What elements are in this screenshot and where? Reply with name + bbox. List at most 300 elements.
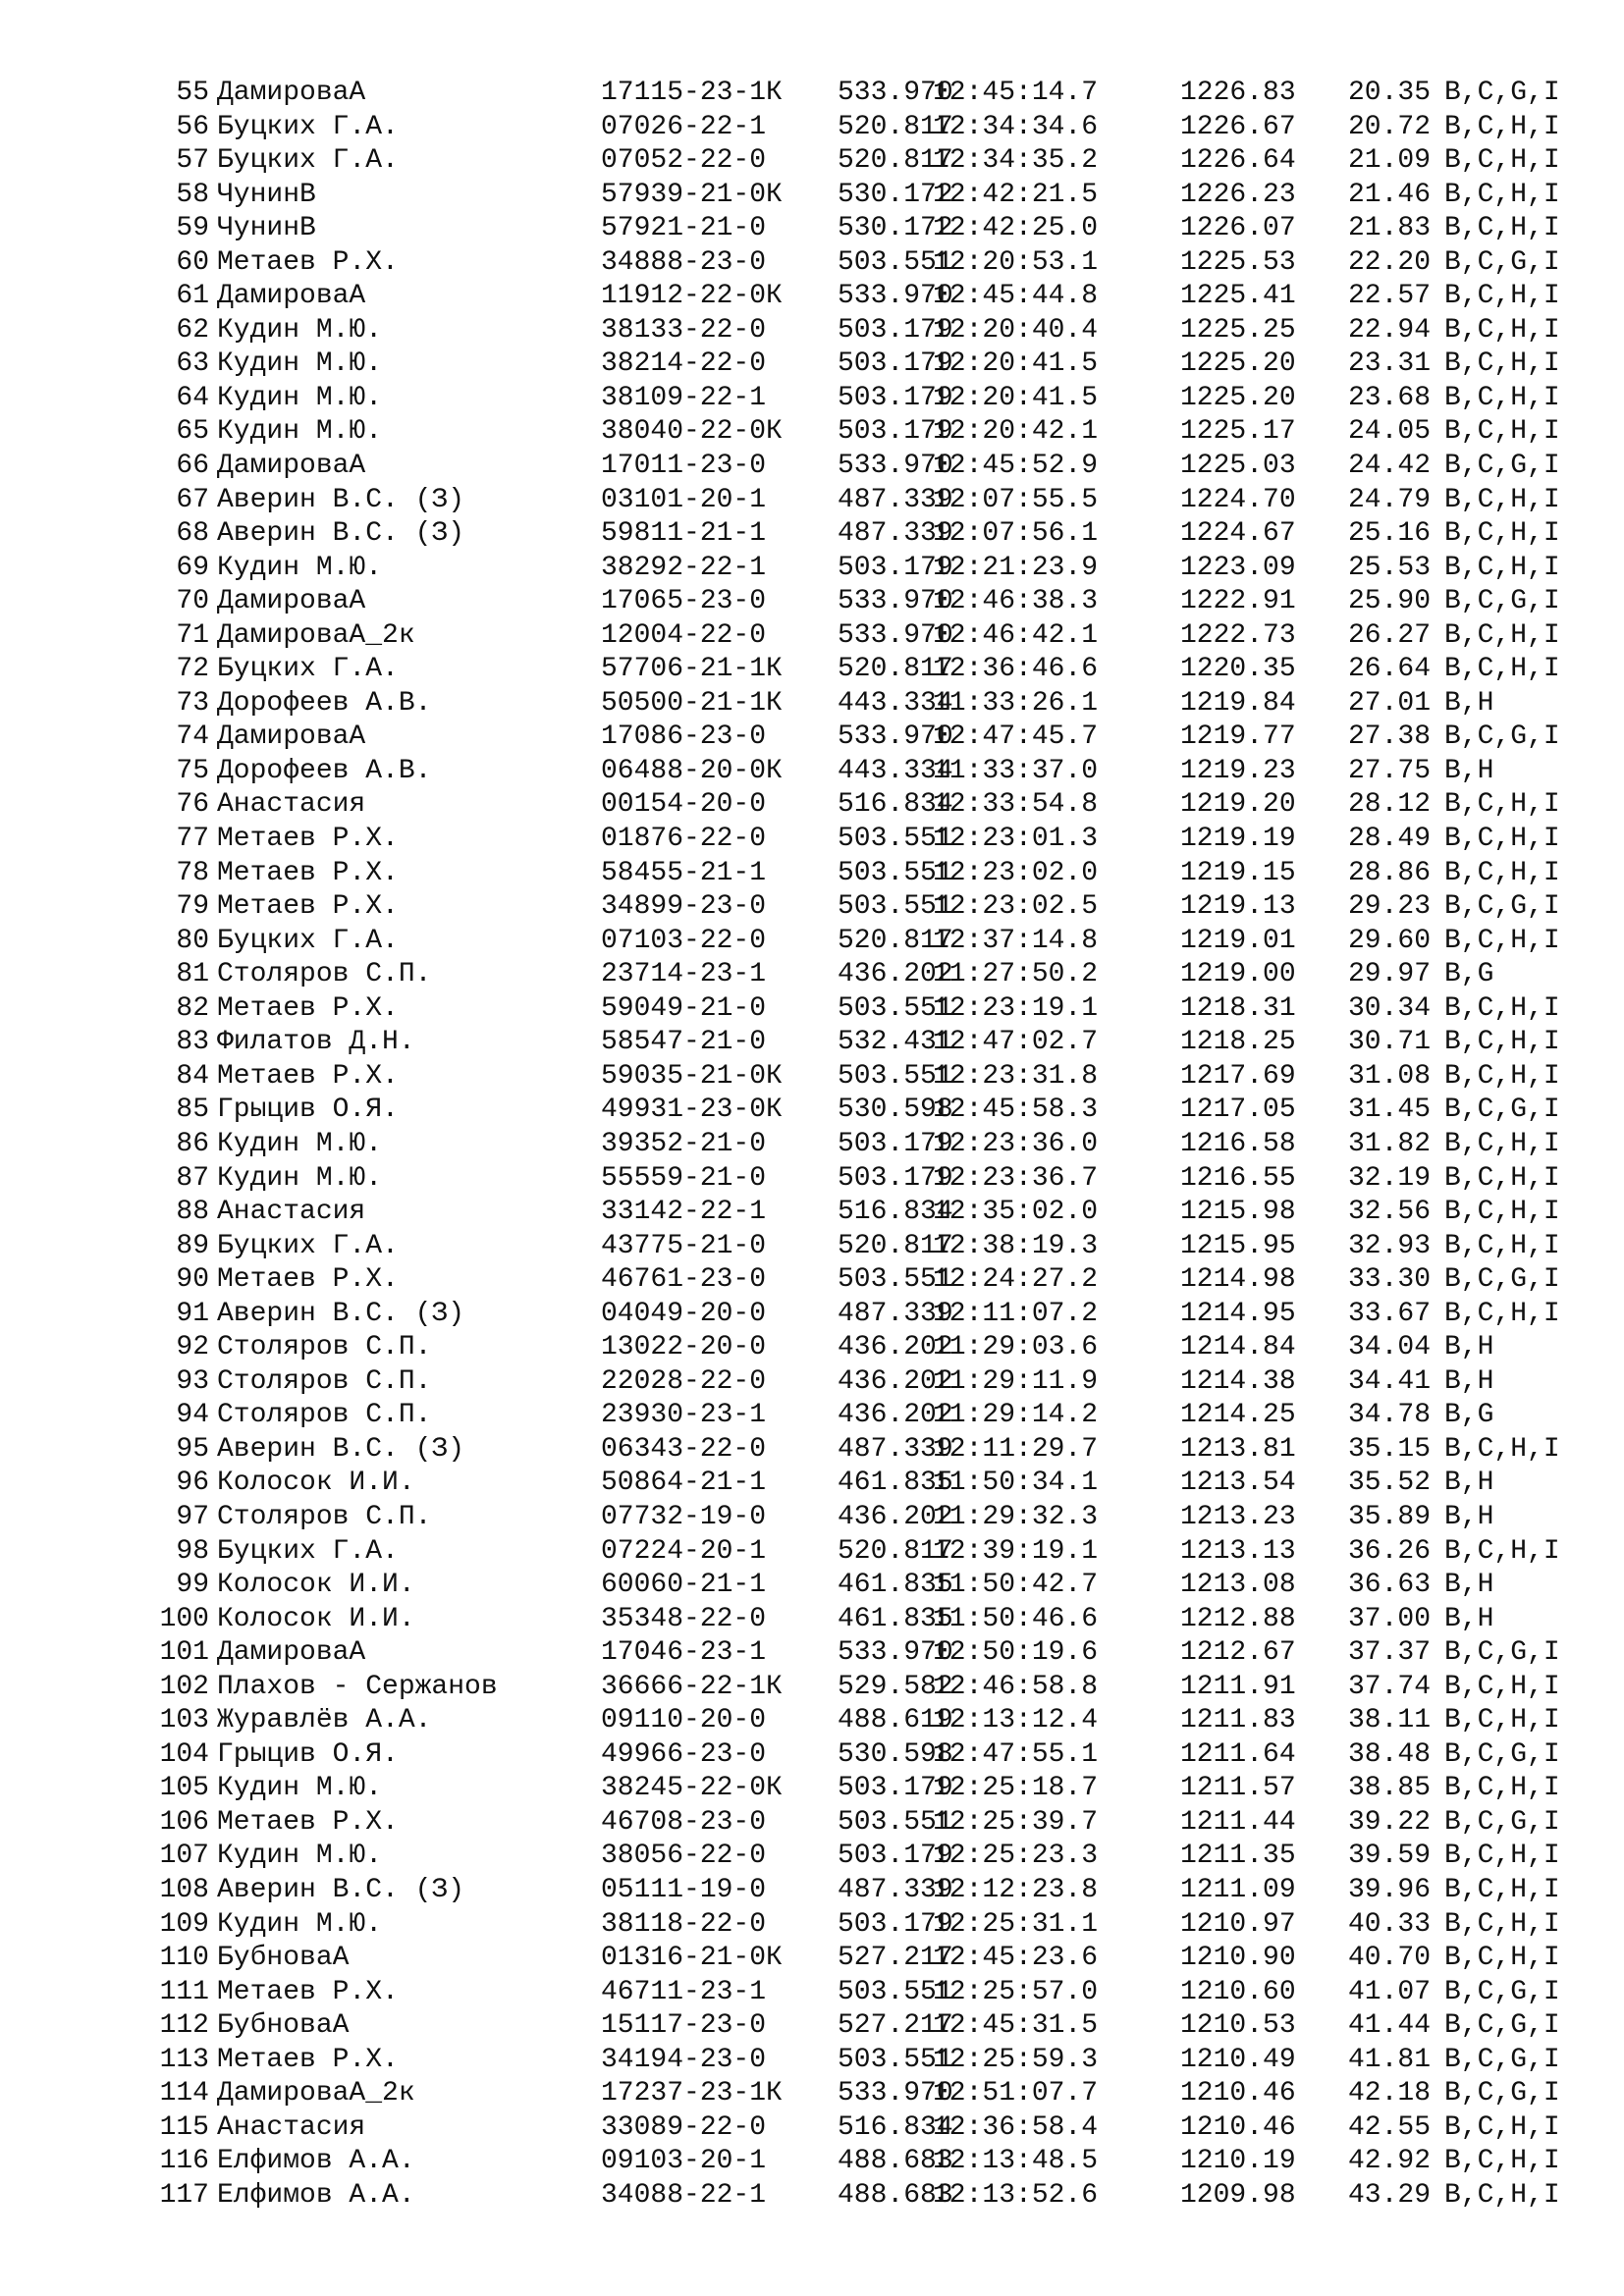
distance: 520.817: [838, 1535, 953, 1567]
place-number: 105: [159, 1773, 209, 1804]
ring-number: 38040-22-0К: [601, 416, 783, 448]
place-number: 67: [176, 484, 209, 515]
arrival-time: 12:35:02.0: [933, 1197, 1099, 1228]
table-row: [0, 212, 1624, 246]
ring-number: 17086-23-0: [601, 721, 767, 753]
arrival-time: 12:45:31.5: [933, 2010, 1099, 2042]
speed: 1226.64: [1180, 145, 1296, 177]
arrival-time: 12:20:42.1: [933, 416, 1099, 448]
ring-number: 36666-22-1К: [601, 1671, 783, 1702]
speed: 1212.88: [1180, 1603, 1296, 1634]
coefficient: 41.81: [1348, 2044, 1432, 2075]
fancier-name: ДамироваА_2к: [217, 619, 415, 651]
fancier-name: ДамироваА: [217, 451, 366, 482]
groups: B,C,H,I: [1444, 2111, 1560, 2143]
groups: B,H: [1444, 1501, 1494, 1532]
distance: 461.835: [838, 1570, 953, 1601]
groups: B,G: [1444, 959, 1494, 990]
table-row: [0, 450, 1624, 484]
distance: 503.179: [838, 314, 953, 346]
arrival-time: 12:50:19.6: [933, 1637, 1099, 1669]
groups: B,C,H,I: [1444, 1874, 1560, 1905]
table-row: [0, 1636, 1624, 1671]
distance: 533.970: [838, 586, 953, 617]
distance: 503.551: [838, 1976, 953, 2007]
table-row: [0, 111, 1624, 145]
coefficient: 30.71: [1348, 1027, 1432, 1058]
speed: 1213.13: [1180, 1535, 1296, 1567]
groups: B,C,H,I: [1444, 1908, 1560, 1940]
place-number: 80: [176, 925, 209, 956]
distance: 436.202: [838, 1365, 953, 1397]
distance: 530.598: [838, 1738, 953, 1770]
groups: B,C,G,I: [1444, 891, 1560, 923]
distance: 530.172: [838, 213, 953, 244]
ring-number: 34888-23-0: [601, 246, 767, 278]
coefficient: 33.30: [1348, 1264, 1432, 1296]
table-row: [0, 415, 1624, 450]
groups: B,C,H,I: [1444, 1705, 1560, 1736]
distance: 503.179: [838, 552, 953, 583]
speed: 1219.77: [1180, 721, 1296, 753]
groups: B,C,H,I: [1444, 1535, 1560, 1567]
coefficient: 22.20: [1348, 246, 1432, 278]
coefficient: 24.79: [1348, 484, 1432, 515]
ring-number: 11912-22-0К: [601, 281, 783, 312]
fancier-name: Кудин М.Ю.: [217, 1162, 383, 1194]
table-row: [0, 144, 1624, 179]
speed: 1211.09: [1180, 1874, 1296, 1905]
speed: 1219.13: [1180, 891, 1296, 923]
table-row: [0, 653, 1624, 687]
distance: 436.202: [838, 1501, 953, 1532]
speed: 1219.19: [1180, 824, 1296, 855]
fancier-name: Столяров С.П.: [217, 1400, 432, 1431]
arrival-time: 12:20:41.5: [933, 348, 1099, 380]
distance: 503.179: [838, 348, 953, 380]
distance: 503.551: [838, 992, 953, 1024]
coefficient: 42.92: [1348, 2146, 1432, 2177]
place-number: 77: [176, 824, 209, 855]
fancier-name: Елфимов А.А.: [217, 2146, 415, 2177]
coefficient: 23.31: [1348, 348, 1432, 380]
speed: 1210.46: [1180, 2078, 1296, 2109]
arrival-time: 12:45:52.9: [933, 451, 1099, 482]
fancier-name: БубноваА: [217, 2010, 350, 2042]
coefficient: 29.60: [1348, 925, 1432, 956]
speed: 1225.20: [1180, 348, 1296, 380]
place-number: 73: [176, 687, 209, 719]
table-row: [0, 1026, 1624, 1060]
table-row: [0, 1535, 1624, 1570]
table-row: [0, 890, 1624, 925]
ring-number: 22028-22-0: [601, 1365, 767, 1397]
distance: 503.179: [838, 416, 953, 448]
place-number: 102: [159, 1671, 209, 1702]
fancier-name: Аверин В.С. (З): [217, 484, 465, 515]
place-number: 91: [176, 1298, 209, 1329]
arrival-time: 12:11:07.2: [933, 1298, 1099, 1329]
coefficient: 25.90: [1348, 586, 1432, 617]
groups: B,C,G,I: [1444, 1738, 1560, 1770]
distance: 520.817: [838, 1230, 953, 1261]
place-number: 57: [176, 145, 209, 177]
speed: 1225.41: [1180, 281, 1296, 312]
arrival-time: 12:12:23.8: [933, 1874, 1099, 1905]
ring-number: 38109-22-1: [601, 382, 767, 413]
fancier-name: Метаев Р.Х.: [217, 992, 399, 1024]
table-row: [0, 788, 1624, 823]
table-row: [0, 1942, 1624, 1976]
groups: B,C,G,I: [1444, 1637, 1560, 1669]
place-number: 64: [176, 382, 209, 413]
place-number: 116: [159, 2146, 209, 2177]
distance: 487.339: [838, 518, 953, 550]
distance: 503.551: [838, 1806, 953, 1838]
table-row: [0, 2044, 1624, 2078]
speed: 1210.60: [1180, 1976, 1296, 2007]
arrival-time: 12:47:55.1: [933, 1738, 1099, 1770]
place-number: 100: [159, 1603, 209, 1634]
ring-number: 55559-21-0: [601, 1162, 767, 1194]
speed: 1225.17: [1180, 416, 1296, 448]
place-number: 61: [176, 281, 209, 312]
arrival-time: 12:25:59.3: [933, 2044, 1099, 2075]
ring-number: 43775-21-0: [601, 1230, 767, 1261]
arrival-time: 12:25:23.3: [933, 1841, 1099, 1872]
fancier-name: Столяров С.П.: [217, 1501, 432, 1532]
table-row: [0, 1671, 1624, 1705]
arrival-time: 12:20:41.5: [933, 382, 1099, 413]
coefficient: 35.52: [1348, 1468, 1432, 1499]
speed: 1226.07: [1180, 213, 1296, 244]
coefficient: 20.35: [1348, 78, 1432, 108]
place-number: 87: [176, 1162, 209, 1194]
place-number: 79: [176, 891, 209, 923]
coefficient: 39.59: [1348, 1841, 1432, 1872]
speed: 1219.15: [1180, 857, 1296, 888]
ring-number: 49966-23-0: [601, 1738, 767, 1770]
fancier-name: Кудин М.Ю.: [217, 1128, 383, 1159]
groups: B,C,H,I: [1444, 654, 1560, 685]
groups: B,C,H,I: [1444, 824, 1560, 855]
distance: 436.202: [838, 1332, 953, 1363]
place-number: 109: [159, 1908, 209, 1940]
speed: 1219.20: [1180, 789, 1296, 821]
distance: 533.970: [838, 619, 953, 651]
fancier-name: Аверин В.С. (З): [217, 1298, 465, 1329]
coefficient: 39.22: [1348, 1806, 1432, 1838]
groups: B,C,H,I: [1444, 1943, 1560, 1974]
arrival-time: 11:50:46.6: [933, 1603, 1099, 1634]
groups: B,C,H,I: [1444, 1841, 1560, 1872]
coefficient: 24.42: [1348, 451, 1432, 482]
coefficient: 21.46: [1348, 179, 1432, 210]
speed: 1214.84: [1180, 1332, 1296, 1363]
ring-number: 09103-20-1: [601, 2146, 767, 2177]
speed: 1210.46: [1180, 2111, 1296, 2143]
groups: B,C,H,I: [1444, 2179, 1560, 2211]
speed: 1226.67: [1180, 111, 1296, 142]
arrival-time: 12:45:14.7: [933, 78, 1099, 108]
distance: 530.598: [838, 1095, 953, 1126]
ring-number: 38245-22-0К: [601, 1773, 783, 1804]
coefficient: 24.05: [1348, 416, 1432, 448]
distance: 503.179: [838, 1908, 953, 1940]
place-number: 88: [176, 1197, 209, 1228]
speed: 1218.25: [1180, 1027, 1296, 1058]
groups: B,H: [1444, 687, 1494, 719]
arrival-time: 11:50:34.1: [933, 1468, 1099, 1499]
ring-number: 07052-22-0: [601, 145, 767, 177]
speed: 1226.23: [1180, 179, 1296, 210]
ring-number: 05111-19-0: [601, 1874, 767, 1905]
ring-number: 13022-20-0: [601, 1332, 767, 1363]
table-row: [0, 77, 1624, 111]
arrival-time: 12:45:44.8: [933, 281, 1099, 312]
place-number: 66: [176, 451, 209, 482]
ring-number: 07103-22-0: [601, 925, 767, 956]
table-row: [0, 1704, 1624, 1738]
arrival-time: 12:39:19.1: [933, 1535, 1099, 1567]
table-row: [0, 1603, 1624, 1637]
speed: 1225.03: [1180, 451, 1296, 482]
fancier-name: Кудин М.Ю.: [217, 314, 383, 346]
fancier-name: Метаев Р.Х.: [217, 891, 399, 923]
distance: 503.551: [838, 2044, 953, 2075]
arrival-time: 12:46:38.3: [933, 586, 1099, 617]
speed: 1219.00: [1180, 959, 1296, 990]
arrival-time: 12:25:57.0: [933, 1976, 1099, 2007]
place-number: 95: [176, 1433, 209, 1465]
arrival-time: 12:25:18.7: [933, 1773, 1099, 1804]
table-row: [0, 721, 1624, 755]
groups: B,C,H,I: [1444, 619, 1560, 651]
coefficient: 38.48: [1348, 1738, 1432, 1770]
speed: 1224.67: [1180, 518, 1296, 550]
fancier-name: Метаев Р.Х.: [217, 857, 399, 888]
arrival-time: 12:51:07.7: [933, 2078, 1099, 2109]
fancier-name: ДамироваА: [217, 281, 366, 312]
speed: 1213.23: [1180, 1501, 1296, 1532]
fancier-name: Грыцив О.Я.: [217, 1095, 399, 1126]
fancier-name: Грыцив О.Я.: [217, 1738, 399, 1770]
fancier-name: ДамироваА_2к: [217, 2078, 415, 2109]
arrival-time: 12:36:46.6: [933, 654, 1099, 685]
arrival-time: 12:38:19.3: [933, 1230, 1099, 1261]
coefficient: 35.15: [1348, 1433, 1432, 1465]
ring-number: 12004-22-0: [601, 619, 767, 651]
speed: 1217.69: [1180, 1060, 1296, 1092]
arrival-time: 12:25:39.7: [933, 1806, 1099, 1838]
place-number: 85: [176, 1095, 209, 1126]
ring-number: 60060-21-1: [601, 1570, 767, 1601]
distance: 503.179: [838, 1773, 953, 1804]
arrival-time: 12:25:31.1: [933, 1908, 1099, 1940]
table-row: [0, 1738, 1624, 1773]
place-number: 97: [176, 1501, 209, 1532]
speed: 1218.31: [1180, 992, 1296, 1024]
table-row: [0, 1128, 1624, 1162]
fancier-name: Кудин М.Ю.: [217, 382, 383, 413]
arrival-time: 12:42:25.0: [933, 213, 1099, 244]
speed: 1219.23: [1180, 755, 1296, 786]
fancier-name: Метаев Р.Х.: [217, 1060, 399, 1092]
fancier-name: Кудин М.Ю.: [217, 1908, 383, 1940]
coefficient: 35.89: [1348, 1501, 1432, 1532]
distance: 461.835: [838, 1603, 953, 1634]
distance: 520.817: [838, 654, 953, 685]
coefficient: 26.27: [1348, 619, 1432, 651]
place-number: 82: [176, 992, 209, 1024]
place-number: 106: [159, 1806, 209, 1838]
coefficient: 28.86: [1348, 857, 1432, 888]
coefficient: 38.11: [1348, 1705, 1432, 1736]
groups: B,C,G,I: [1444, 1095, 1560, 1126]
ring-number: 04049-20-0: [601, 1298, 767, 1329]
arrival-time: 12:23:02.0: [933, 857, 1099, 888]
place-number: 107: [159, 1841, 209, 1872]
table-row: [0, 552, 1624, 586]
fancier-name: Метаев Р.Х.: [217, 1806, 399, 1838]
distance: 488.619: [838, 1705, 953, 1736]
groups: B,C,H,I: [1444, 1128, 1560, 1159]
fancier-name: Журавлёв А.А.: [217, 1705, 432, 1736]
fancier-name: Аверин В.С. (З): [217, 1874, 465, 1905]
ring-number: 39352-21-0: [601, 1128, 767, 1159]
distance: 488.683: [838, 2179, 953, 2211]
fancier-name: Кудин М.Ю.: [217, 1773, 383, 1804]
table-row: [0, 1772, 1624, 1806]
speed: 1220.35: [1180, 654, 1296, 685]
groups: B,C,G,I: [1444, 2044, 1560, 2075]
groups: B,C,H,I: [1444, 281, 1560, 312]
ring-number: 46711-23-1: [601, 1976, 767, 2007]
speed: 1224.70: [1180, 484, 1296, 515]
speed: 1219.84: [1180, 687, 1296, 719]
place-number: 94: [176, 1400, 209, 1431]
place-number: 68: [176, 518, 209, 550]
groups: B,C,G,I: [1444, 2010, 1560, 2042]
fancier-name: Буцких Г.А.: [217, 925, 399, 956]
coefficient: 34.04: [1348, 1332, 1432, 1363]
place-number: 101: [159, 1637, 209, 1669]
coefficient: 20.72: [1348, 111, 1432, 142]
table-row: [0, 2179, 1624, 2214]
coefficient: 30.34: [1348, 992, 1432, 1024]
fancier-name: Анастасия: [217, 2111, 366, 2143]
distance: 520.817: [838, 145, 953, 177]
distance: 503.551: [838, 857, 953, 888]
arrival-time: 12:24:27.2: [933, 1264, 1099, 1296]
ring-number: 06343-22-0: [601, 1433, 767, 1465]
groups: B,C,H,I: [1444, 111, 1560, 142]
coefficient: 41.07: [1348, 1976, 1432, 2007]
place-number: 115: [159, 2111, 209, 2143]
distance: 487.339: [838, 1433, 953, 1465]
groups: B,C,H,I: [1444, 348, 1560, 380]
place-number: 65: [176, 416, 209, 448]
arrival-time: 11:50:42.7: [933, 1570, 1099, 1601]
ring-number: 58547-21-0: [601, 1027, 767, 1058]
distance: 503.551: [838, 1264, 953, 1296]
coefficient: 41.44: [1348, 2010, 1432, 2042]
ring-number: 57939-21-0К: [601, 179, 783, 210]
fancier-name: Кудин М.Ю.: [217, 416, 383, 448]
arrival-time: 12:20:40.4: [933, 314, 1099, 346]
groups: B,C,G,I: [1444, 78, 1560, 108]
place-number: 81: [176, 959, 209, 990]
arrival-time: 12:33:54.8: [933, 789, 1099, 821]
table-row: [0, 347, 1624, 382]
coefficient: 37.37: [1348, 1637, 1432, 1669]
groups: B,C,H,I: [1444, 1433, 1560, 1465]
ring-number: 01316-21-0К: [601, 1943, 783, 1974]
place-number: 76: [176, 789, 209, 821]
distance: 527.217: [838, 2010, 953, 2042]
place-number: 86: [176, 1128, 209, 1159]
arrival-time: 12:07:55.5: [933, 484, 1099, 515]
table-row: [0, 246, 1624, 281]
coefficient: 31.45: [1348, 1095, 1432, 1126]
arrival-time: 12:47:45.7: [933, 721, 1099, 753]
fancier-name: Колосок И.И.: [217, 1570, 415, 1601]
coefficient: 32.56: [1348, 1197, 1432, 1228]
place-number: 56: [176, 111, 209, 142]
coefficient: 27.75: [1348, 755, 1432, 786]
coefficient: 34.78: [1348, 1400, 1432, 1431]
coefficient: 28.49: [1348, 824, 1432, 855]
table-row: [0, 1094, 1624, 1128]
place-number: 83: [176, 1027, 209, 1058]
ring-number: 00154-20-0: [601, 789, 767, 821]
arrival-time: 12:34:35.2: [933, 145, 1099, 177]
place-number: 70: [176, 586, 209, 617]
table-row: [0, 1908, 1624, 1943]
coefficient: 42.55: [1348, 2111, 1432, 2143]
place-number: 59: [176, 213, 209, 244]
distance: 487.339: [838, 484, 953, 515]
fancier-name: Филатов Д.Н.: [217, 1027, 415, 1058]
groups: B,C,H,I: [1444, 552, 1560, 583]
speed: 1210.90: [1180, 1943, 1296, 1974]
distance: 529.582: [838, 1671, 953, 1702]
distance: 488.683: [838, 2146, 953, 2177]
groups: B,C,H,I: [1444, 382, 1560, 413]
coefficient: 27.38: [1348, 721, 1432, 753]
place-number: 75: [176, 755, 209, 786]
fancier-name: Плахов - Сержанов: [217, 1671, 498, 1702]
coefficient: 21.83: [1348, 213, 1432, 244]
speed: 1214.25: [1180, 1400, 1296, 1431]
place-number: 84: [176, 1060, 209, 1092]
distance: 533.970: [838, 2078, 953, 2109]
groups: B,C,G,I: [1444, 1976, 1560, 2007]
fancier-name: Буцких Г.А.: [217, 111, 399, 142]
speed: 1211.44: [1180, 1806, 1296, 1838]
arrival-time: 12:20:53.1: [933, 246, 1099, 278]
ring-number: 23930-23-1: [601, 1400, 767, 1431]
ring-number: 38133-22-0: [601, 314, 767, 346]
distance: 532.431: [838, 1027, 953, 1058]
fancier-name: Буцких Г.А.: [217, 1230, 399, 1261]
place-number: 113: [159, 2044, 209, 2075]
coefficient: 28.12: [1348, 789, 1432, 821]
groups: B,H: [1444, 1468, 1494, 1499]
arrival-time: 12:36:58.4: [933, 2111, 1099, 2143]
place-number: 111: [159, 1976, 209, 2007]
ring-number: 33089-22-0: [601, 2111, 767, 2143]
